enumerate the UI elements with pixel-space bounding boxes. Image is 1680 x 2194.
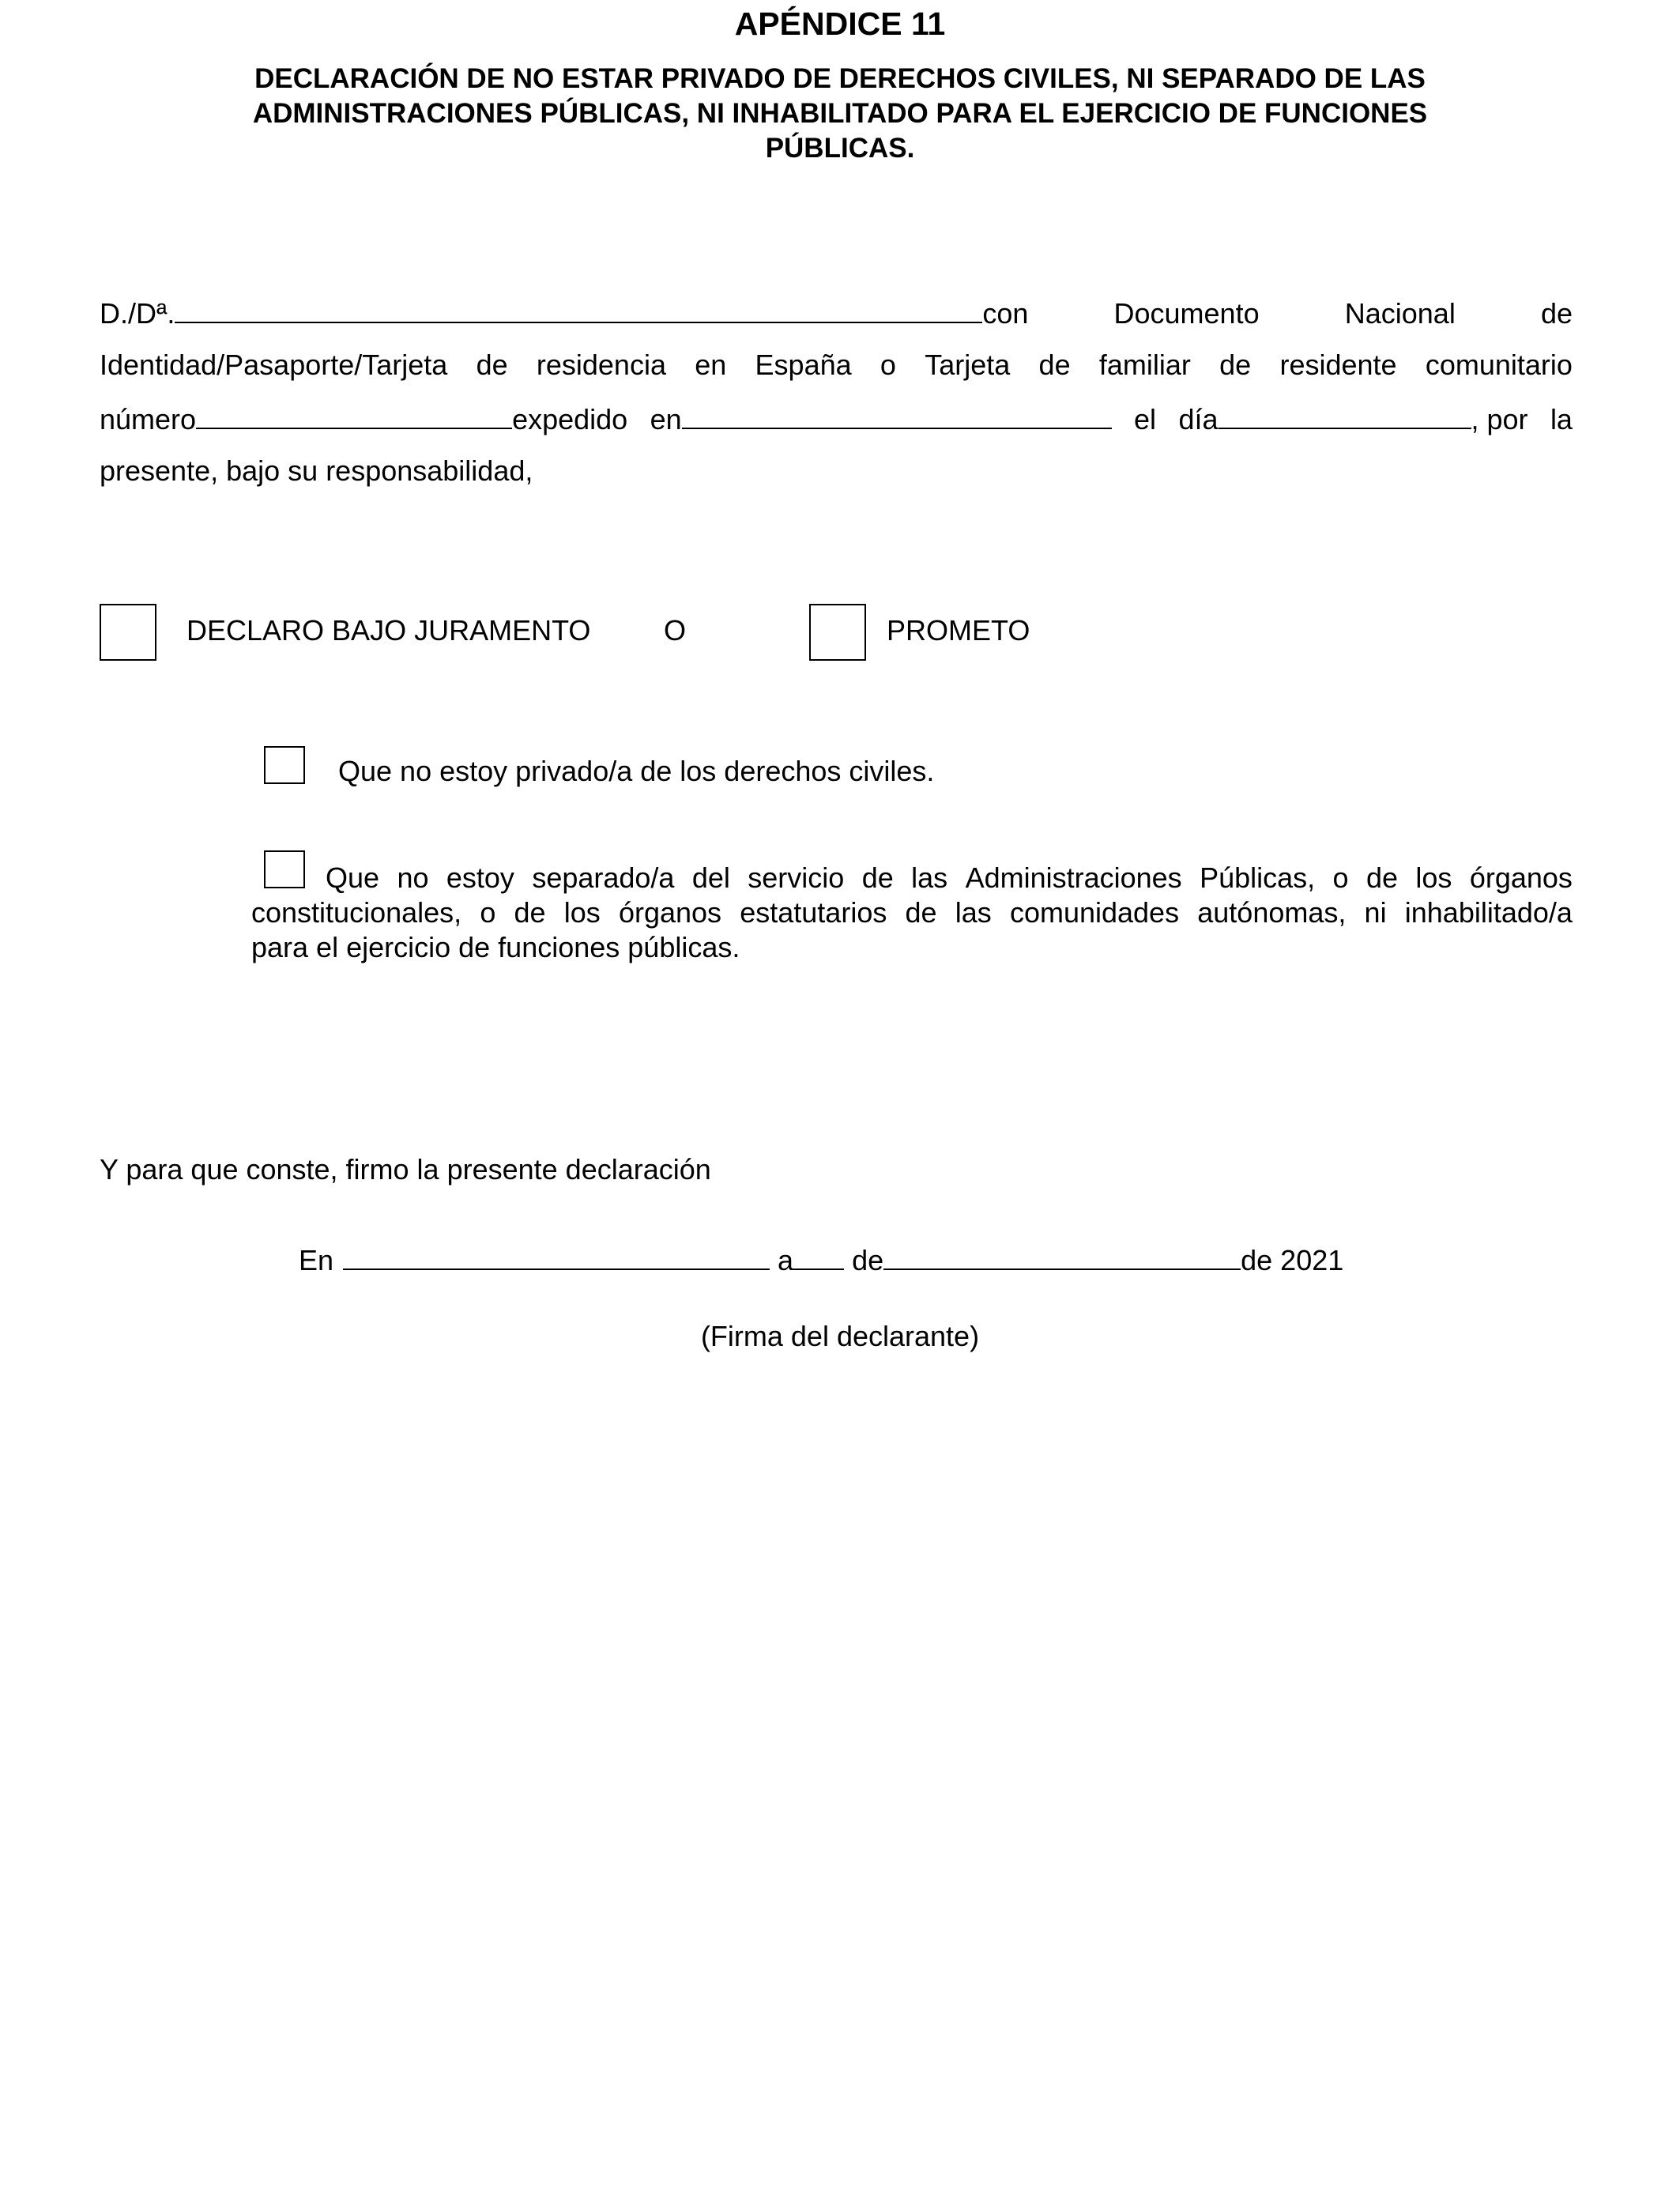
intro-text: presente, bajo su responsabilidad, (100, 454, 533, 487)
issued-date-field[interactable] (1219, 401, 1471, 429)
word: del (691, 861, 730, 894)
word: no (397, 861, 429, 894)
prometo-checkbox[interactable] (809, 604, 866, 661)
declaro-checkbox[interactable] (100, 604, 156, 661)
intro-line-2 (100, 348, 1573, 401)
or-label: O (664, 614, 687, 647)
con-word: con (982, 297, 1029, 330)
word: los (563, 896, 601, 929)
d-label: D./Dª. (100, 297, 175, 330)
word: Administraciones (965, 861, 1182, 894)
word: de (1038, 349, 1071, 381)
word: comunidades (1009, 896, 1180, 929)
document-subtitle (119, 62, 1561, 166)
word: comunitario (1425, 349, 1573, 381)
en-label: en (650, 403, 682, 435)
word: en (695, 349, 727, 381)
word: los (1415, 861, 1452, 894)
word: de (1219, 349, 1252, 381)
word: estatutarios (740, 896, 887, 929)
word: autónomas, (1197, 896, 1347, 929)
intro-paragraph (100, 295, 1573, 507)
word: las (911, 861, 948, 894)
intro-line-4 (100, 454, 1573, 507)
word: las (955, 896, 992, 929)
por-label: , por (1471, 403, 1528, 435)
word: de (905, 896, 937, 929)
word: órganos (1469, 861, 1573, 894)
a-label: a (778, 1244, 794, 1276)
issued-place-field[interactable] (682, 401, 1112, 429)
subtitle-line-3: PÚBLICAS. (765, 133, 915, 164)
word: constitucionales, (251, 896, 462, 929)
signing-day-field[interactable] (793, 1242, 844, 1270)
word: Tarjeta (925, 349, 1011, 381)
dia-label: día (1178, 403, 1219, 435)
signature-caption: (Firma del declarante) (700, 1320, 980, 1352)
word: inhabilitado/a (1404, 896, 1573, 929)
declaro-label: DECLARO BAJO JURAMENTO (186, 614, 591, 647)
word: servicio (748, 861, 845, 894)
closing-statement: Y para que conste, firmo la presente declaración (100, 1153, 711, 1186)
subtitle-line-2: ADMINISTRACIONES PÚBLICAS, NI INHABILITADO PARA EL EJERCICIO DE FUNCIONES (252, 98, 1428, 129)
word: residente (1279, 349, 1397, 381)
year-label: de 2021 (1241, 1244, 1344, 1276)
signing-month-field[interactable] (883, 1242, 1241, 1270)
document-title: APÉNDICE 11 (734, 6, 946, 42)
expedido-label: expedido (512, 403, 628, 435)
word: de (1365, 861, 1399, 894)
numero-label: número (100, 403, 197, 435)
word: estoy (446, 861, 514, 894)
de-label: de (852, 1244, 884, 1276)
intro-line-3 (100, 401, 1573, 454)
word: o (880, 349, 896, 381)
civil-rights-checkbox[interactable] (264, 746, 305, 784)
word: o (480, 896, 496, 929)
el-label: el (1134, 403, 1157, 435)
statement-line-2 (251, 895, 1573, 930)
subtitle-line-1: DECLARACIÓN DE NO ESTAR PRIVADO DE DERECHOS CIVILES, NI SEPARADO DE LAS (254, 63, 1426, 94)
word: órganos (618, 896, 722, 929)
de-word: de (1540, 297, 1573, 330)
word: de (514, 896, 546, 929)
word: Públicas, (1200, 861, 1316, 894)
statement-line-3: para el ejercicio de funciones públicas. (251, 931, 740, 963)
word: o (1332, 861, 1349, 894)
statement-line-1 (251, 861, 1573, 895)
word: familiar (1098, 349, 1191, 381)
intro-line-1 (100, 295, 1573, 348)
word: residencia (536, 349, 666, 381)
signing-place-field[interactable] (343, 1242, 770, 1270)
la-label: la (1550, 403, 1573, 435)
word: ni (1364, 896, 1387, 929)
word: de (861, 861, 894, 894)
word: España (755, 349, 852, 381)
document-number-field[interactable] (196, 401, 512, 429)
word: Que (326, 861, 380, 894)
place-date-line (299, 1242, 1343, 1278)
not-separated-statement (251, 861, 1573, 965)
documento-word: Documento (1113, 297, 1260, 330)
name-field[interactable] (175, 295, 982, 323)
word: separado/a (532, 861, 675, 894)
prometo-label: PROMETO (887, 614, 1030, 647)
nacional-word: Nacional (1344, 297, 1456, 330)
word: Identidad/Pasaporte/Tarjeta (100, 349, 448, 381)
word: de (476, 349, 508, 381)
civil-rights-statement: Que no estoy privado/a de los derechos civiles. (338, 755, 935, 787)
en-label: En (299, 1244, 334, 1276)
